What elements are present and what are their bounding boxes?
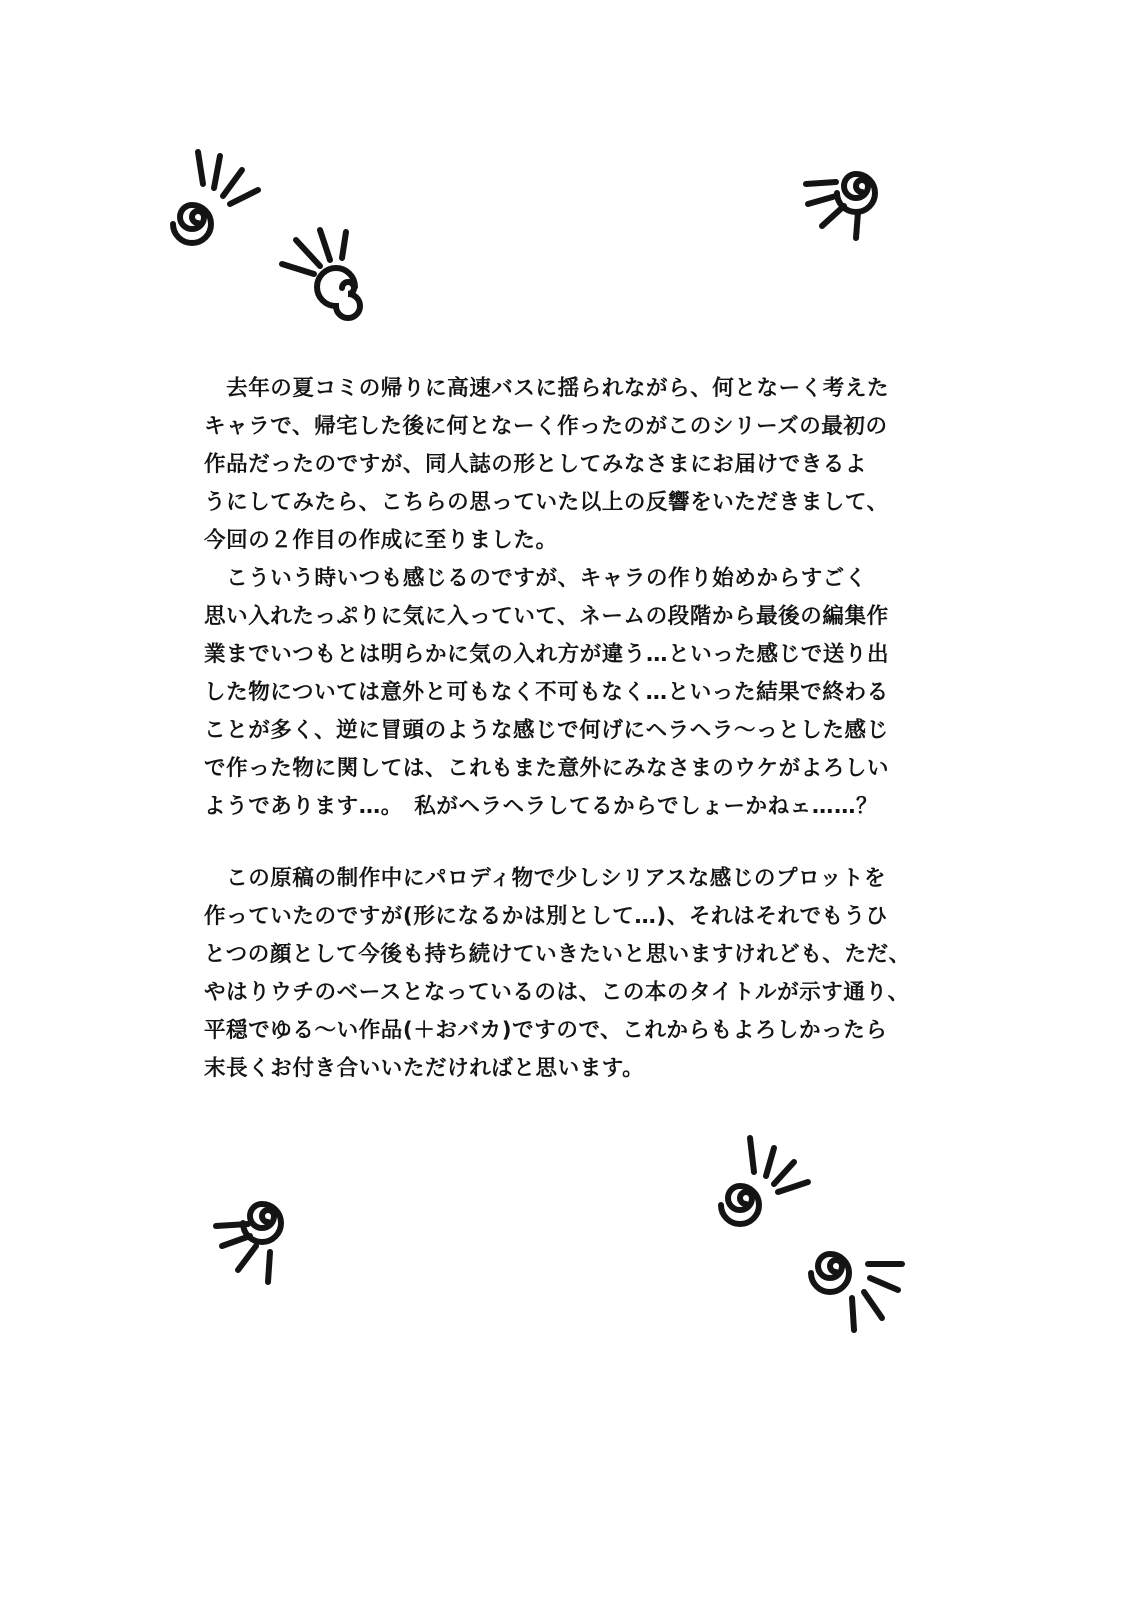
afterword-text	[204, 370, 911, 1088]
spiral-sun-icon	[806, 1238, 916, 1338]
text-line: 思い入れたっぷりに気に入っていて、ネームの段階から最後の編集作	[204, 604, 889, 629]
text-line: うにしてみたら、こちらの思っていた以上の反響をいただきまして、	[204, 490, 889, 515]
spiral-sun-icon	[210, 1190, 320, 1290]
text-line: ようであります…。 私がヘラヘラしてるからでしょーかねェ……？	[204, 794, 879, 819]
paragraph-3	[204, 860, 911, 1088]
text-line: 今回の２作目の作成に至りました。	[204, 528, 558, 553]
text-line: 末長くお付き合いいただければと思います。	[204, 1056, 645, 1081]
text-line: 去年の夏コミの帰りに高速バスに揺られながら、何となーく考えた	[204, 376, 890, 401]
spiral-sun-icon	[716, 1134, 826, 1234]
text-line: こういう時いつも感じるのですが、キャラの作り始めからすごく	[204, 566, 868, 591]
text-line: 業までいつもとは明らかに気の入れ方が違う…といった感じで送り出	[204, 642, 890, 667]
text-line: 平穏でゆる～い作品(＋おバカ)ですので、これからもよろしかったら	[204, 1018, 888, 1043]
text-line: で作った物に関しては、これもまた意外にみなさまのウケがよろしい	[204, 756, 890, 781]
text-line: とつの顔として今後も持ち続けていきたいと思いますけれども、ただ、	[204, 942, 911, 967]
paragraph-1	[204, 370, 904, 560]
text-line: 作っていたのですが(形になるかは別として…)、それはそれでもうひ	[204, 904, 888, 929]
text-line: 作品だったのですが、同人誌の形としてみなさまにお届けできるよ	[204, 452, 868, 477]
spiral-sun-icon	[158, 148, 268, 248]
text-line: やはりウチのベースとなっているのは、この本のタイトルが示す通り、	[204, 980, 910, 1005]
paragraph-gap	[204, 826, 904, 860]
text-line: した物については意外と可もなく不可もなく…といった結果で終わる	[204, 680, 889, 705]
spiral-sun-icon	[272, 226, 382, 326]
text-line: この原稿の制作中にパロディ物で少しシリアスな感じのプロットを	[204, 866, 887, 891]
text-line: ことが多く、逆に冒頭のような感じで何げにヘラヘラ～っとした感じ	[204, 718, 889, 743]
spiral-sun-icon	[800, 148, 910, 248]
paragraph-2	[204, 560, 904, 826]
text-line: キャラで、帰宅した後に何となーく作ったのがこのシリーズの最初の	[204, 414, 888, 439]
